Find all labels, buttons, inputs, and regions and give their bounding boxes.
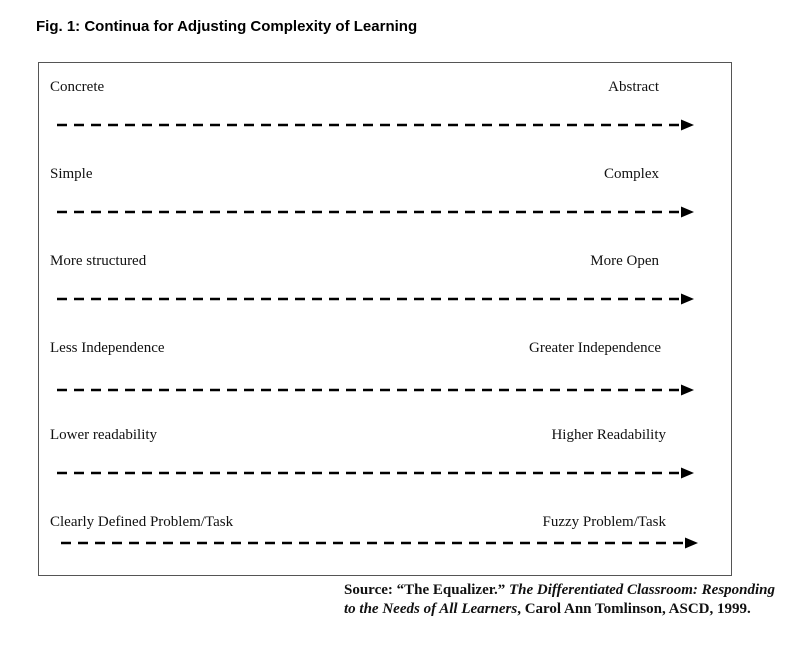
continua-frame bbox=[38, 62, 732, 576]
source-citation bbox=[344, 581, 784, 619]
continuum-right-label: Higher Readability bbox=[551, 427, 666, 443]
continuum-right-label: Fuzzy Problem/Task bbox=[542, 514, 666, 530]
continuum-row bbox=[39, 514, 731, 574]
source-suffix: , Carol Ann Tomlinson, ASCD, 1999. bbox=[517, 601, 751, 617]
dashed-arrow-icon bbox=[57, 466, 697, 480]
continuum-row bbox=[39, 79, 731, 139]
continuum-left-label: Concrete bbox=[50, 79, 105, 95]
continuum-left-label: Lower readability bbox=[50, 427, 158, 443]
continuum-right-label: Abstract bbox=[608, 79, 659, 95]
source-prefix: Source: “The Equalizer.” bbox=[344, 582, 510, 598]
continuum-row bbox=[39, 340, 731, 400]
continuum-left-label: Clearly Defined Problem/Task bbox=[50, 514, 234, 530]
continuum-left-label: Simple bbox=[50, 166, 93, 182]
continuum-row bbox=[39, 253, 731, 313]
continuum-right-label: More Open bbox=[590, 253, 659, 269]
continuum-right-label: Complex bbox=[604, 166, 659, 182]
continuum-row bbox=[39, 166, 731, 226]
figure-title: Fig. 1: Continua for Adjusting Complexity of Learning bbox=[36, 18, 418, 35]
dashed-arrow-icon bbox=[57, 292, 697, 306]
source-book-title: The Differentiated Classroom: Responding to the Needs of All Learners bbox=[344, 582, 776, 617]
continuum-left-label: Less Independence bbox=[50, 340, 165, 356]
continuum-row bbox=[39, 427, 731, 487]
dashed-arrow-icon bbox=[57, 383, 697, 397]
dashed-arrow-icon bbox=[61, 536, 701, 550]
dashed-arrow-icon bbox=[57, 118, 697, 132]
dashed-arrow-icon bbox=[57, 205, 697, 219]
continuum-right-label: Greater Independence bbox=[529, 340, 661, 356]
continuum-left-label: More structured bbox=[50, 253, 147, 269]
